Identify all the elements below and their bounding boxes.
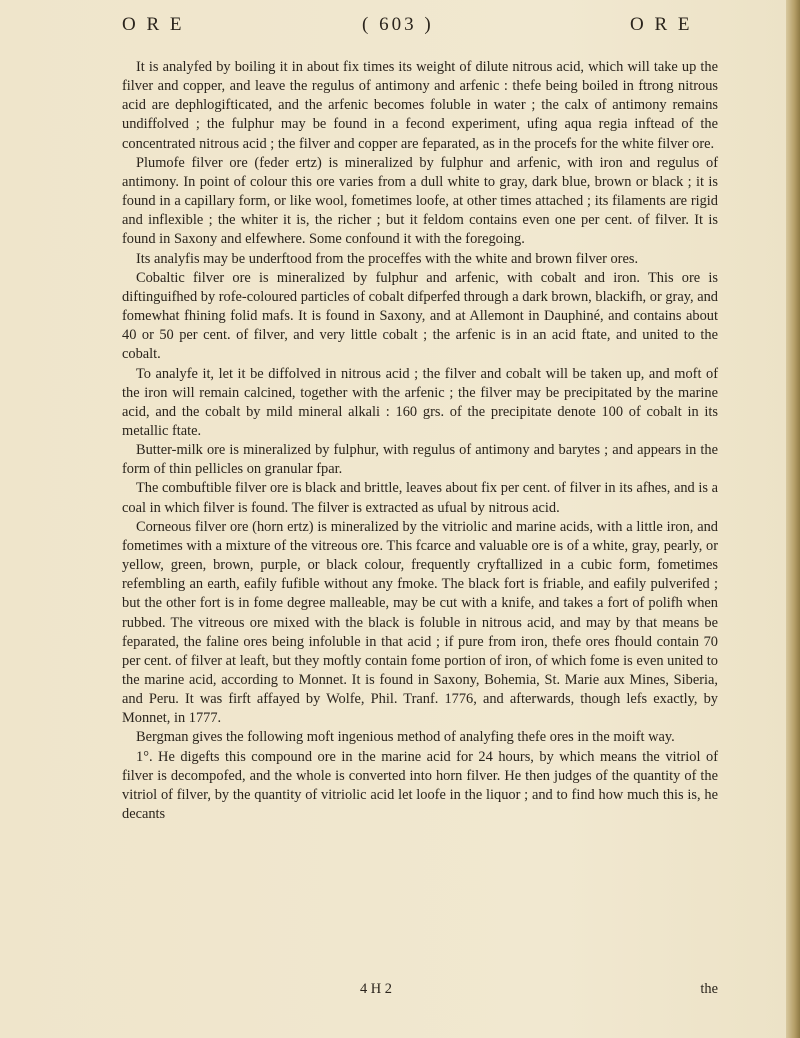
paragraph-butter-milk-ore: Butter-milk ore is mineralized by fulphur, with regulus of antimony and barytes ; and appears in the form of thin pellicles on granular fpar. [122,442,718,478]
running-head-right: O R E [630,14,693,35]
paragraph-corneous-silver-ore: Corneous filver ore (horn ertz) is mineralized by the vitriolic and marine acids, with a little iron, and fometimes with a mixture of the vitreous ore. This fcarce and valuable ore is of a white, gray, pearly, or yellow, green, brown, purple, or black colour, frequently cryftallized in a cubic form, fometimes refembling an earth, eafily fufible without any fmoke. The black fort is friable, and eafily pulverifed ; but the other fort is in fome degree malleable, may be cut with a knife, and takes a fort of polifh when rubbed. The vitreous ore mixed with the black is foluble in nitrous acid, and may by that means be feparated, the faline ores being infoluble in that acid ; if pure from iron, thefe ores fhould contain 70 per cent. of filver at leaft, but they moftly contain fome portion of iron, of which fome is even united to the marine acid, according to Monnet. It is found in Saxony, Bohemia, St. Marie aux Mines, Siberia, and Peru. It was firft affayed by Wolfe, Phil. Tranf. 1776, and afterwards, though lefs exactly, by Monnet, in 1777. [122,518,718,727]
page-footer [122,981,718,1001]
paragraph-step-one: 1°. He digefts this compound ore in the marine acid for 24 hours, by which means the vitriol of filver is decompofed, and the whole is converted into horn filver. He then judges of the quantity of the vitriol of filver, by the quantity of vitriolic acid let loofe in the liquor ; and to find how much this is, he decants [122,748,718,823]
paragraph-cobaltic-silver-ore: Cobaltic filver ore is mineralized by fulphur and arfenic, with cobalt and iron. This ore is diftinguifhed by rofe-coloured particles of cobalt difperfed through a dark brown, blackifh, or gray, and fomewhat fhining folid mafs. It is found in Saxony, and at Allemont in Dauphiné, and contains about 40 or 50 per cent. of filver, and very little cobalt ; the arfenic is in an acid ftate, and united to the cobalt. [122,269,718,363]
paragraph-cobaltic-analysis: To analyfe it, let it be diffolved in nitrous acid ; the filver and cobalt will be taken up, and moft of the iron will remain calcined, together with the arfenic ; the filver may be precipitated by the marine acid, and the cobalt by mild mineral alkali : 160 grs. of the precipitate denote 100 of cobalt in its metallic ftate. [122,365,718,439]
paragraph-plumose-silver-ore: Plumofe filver ore (feder ertz) is mineralized by fulphur and arfenic, with iron and regulus of antimony. In point of colour this ore varies from a dull white to gray, dark blue, brown or black ; it is found in a capillary form, or like wool, fometimes loofe, at other times attached ; its filaments are rigid and inflexible ; the whiter it is, the richer ; but it feldom contains even one per cent. of filver. It is found in Saxony and elfewhere. Some confound it with the foregoing. [122,154,718,248]
signature-mark: 4 H 2 [360,981,392,997]
catchword: the [700,981,718,997]
paragraph-bergman-method: Bergman gives the following moft ingenious method of analyfing thefe ores in the moift way. [136,729,675,746]
paragraph-combustible-silver-ore: The combuftible filver ore is black and brittle, leaves about fix per cent. of filver in its afhes, and is a coal in which filver is found. The filver is extracted as ufual by nitrous acid. [122,480,718,516]
running-head [122,14,712,42]
paragraph-plumose-analysis: Its analyfis may be underftood from the proceffes with the white and brown filver ores. [136,250,639,267]
paragraph-analysis-method: It is analyfed by boiling it in about fix times its weight of dilute nitrous acid, which will take up the filver and copper, and leave the regulus of antimony and arfenic : thefe being boiled in ftrong nitrous acid are dephlogifticated, and the arfenic becomes foluble in water ; the calx of antimony remains undiffolved ; the fulphur may be found in a fecond experiment, ufing aqua regia inftead of the concentrated nitrous acid ; the filver and copper are feparated, as in the procefs for the white filver ore. [122,59,718,152]
page-number: ( 603 ) [362,14,434,35]
running-head-left: O R E [122,14,185,35]
body-text [122,58,718,824]
page-gutter-shadow [786,0,800,1038]
